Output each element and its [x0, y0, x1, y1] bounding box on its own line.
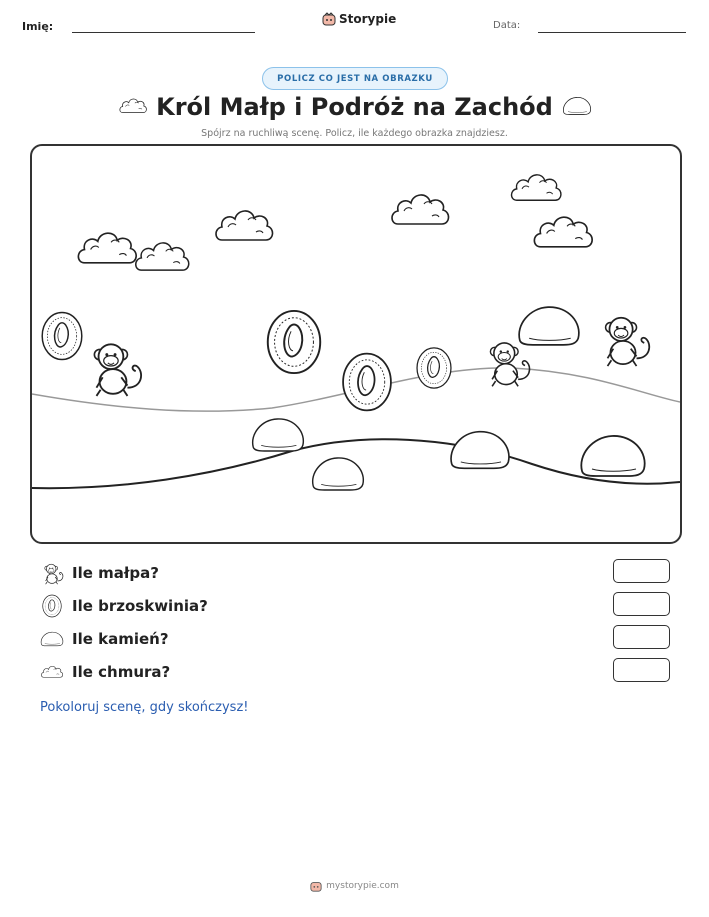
coloring-instruction: Pokoloruj scenę, gdy skończysz!	[40, 700, 249, 715]
monkey-icon	[40, 561, 64, 585]
stone-5	[581, 436, 644, 476]
monkey-2	[490, 343, 529, 386]
answer-stone-box[interactable]	[613, 625, 670, 649]
stone-icon	[40, 627, 64, 651]
stone-1	[519, 307, 579, 345]
title-stone-right-icon	[562, 95, 592, 117]
question-cloud-label: Ile chmura?	[72, 663, 171, 681]
page-subtitle: Spójrz na ruchliwą scenę. Policz, ile każdego obrazka znajdziesz.	[201, 128, 508, 139]
footer-url[interactable]: mystorypie.com	[326, 881, 399, 891]
cloud-6	[534, 217, 592, 247]
question-monkey-label: Ile małpa?	[72, 564, 159, 582]
name-label: Imię:	[22, 20, 54, 33]
page-title: Król Małp i Podróż na Zachód	[156, 93, 553, 121]
answer-monkey-box[interactable]	[613, 559, 670, 583]
question-monkey	[40, 561, 159, 585]
cloud-1	[78, 233, 136, 263]
peach-3	[343, 354, 391, 411]
peach-1	[42, 313, 82, 360]
monkey-1	[94, 344, 141, 396]
stone-4	[313, 458, 364, 490]
cloud-2	[136, 243, 189, 270]
peach-icon	[40, 594, 64, 618]
cloud-3	[216, 211, 273, 240]
question-peach	[40, 594, 208, 618]
date-input-line[interactable]	[538, 32, 686, 33]
activity-badge: POLICZ CO JEST NA OBRAZKU	[262, 67, 448, 90]
question-stone	[40, 627, 169, 651]
question-cloud	[40, 660, 170, 684]
question-peach-label: Ile brzoskwinia?	[72, 597, 208, 615]
monkey-3	[606, 318, 650, 366]
answer-peach-box[interactable]	[613, 592, 670, 616]
question-stone-label: Ile kamień?	[72, 630, 169, 648]
peach-2	[268, 311, 320, 373]
date-label: Data:	[493, 20, 521, 31]
cloud-5	[512, 175, 561, 200]
stone-2	[253, 419, 304, 451]
peach-4	[417, 348, 451, 388]
cloud-4	[392, 195, 449, 224]
counting-scene	[30, 144, 682, 544]
stone-3	[451, 432, 509, 469]
answer-cloud-box[interactable]	[613, 658, 670, 682]
footer	[0, 880, 709, 892]
brand-name: Storypie	[339, 12, 397, 26]
storypie-footer-icon	[310, 880, 322, 892]
storypie-logo-icon	[322, 12, 336, 26]
cloud-icon	[40, 660, 64, 684]
name-input-line[interactable]	[72, 32, 255, 33]
brand-logo	[322, 12, 396, 26]
